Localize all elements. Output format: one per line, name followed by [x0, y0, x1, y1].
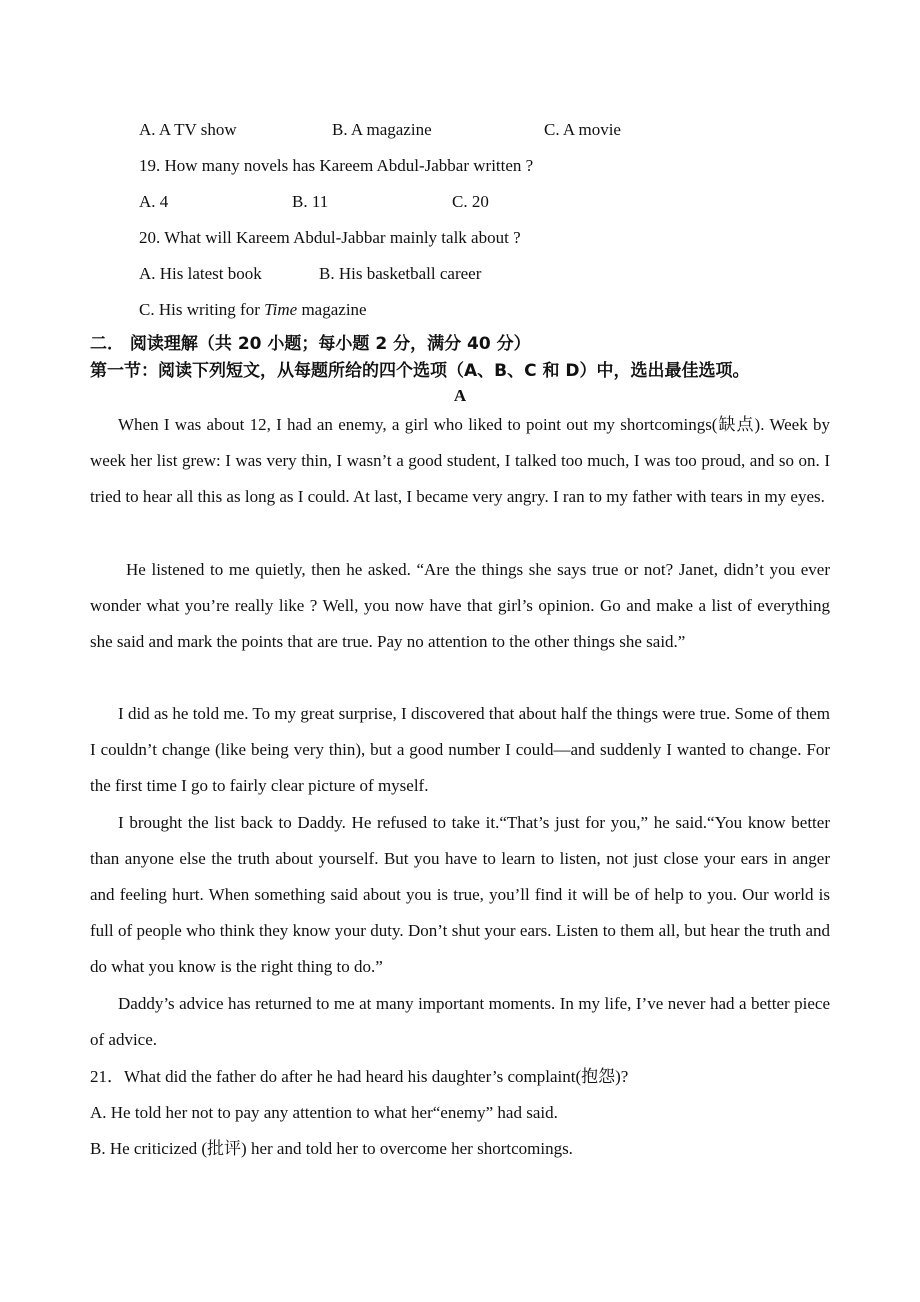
q20-option-c [139, 299, 367, 321]
q18-option-b: B. A magazine [332, 120, 432, 139]
q20-option-c-suffix: magazine [297, 300, 367, 319]
q20-option-b: B. His basketball career [319, 264, 482, 283]
passage-paragraph-5: Daddy’s advice has returned to me at many important moments. In my life, I’ve never had a better piece of advice. [90, 994, 830, 1049]
q20-stem: 20. What will Kareem Abdul-Jabbar mainly talk about ? [139, 228, 521, 247]
q19-option-a: A. 4 [139, 192, 169, 211]
q18-option-c: C. A movie [544, 120, 621, 139]
q18-option-a: A. A TV show [139, 120, 237, 139]
q21-stem: 21．What did the father do after he had heard his daughter’s complaint(抱怨)? [90, 1067, 629, 1086]
q20-option-c-italic: Time [264, 300, 298, 319]
passage-paragraph-1: When I was about 12, I had an enemy, a girl who liked to point out my shortcomings(缺点). Week by week her list grew: I was very thin, I wasn’t a good student, I talked too much, I was too proud, and so on. I tried to hear all this as long as I could. At last, I became very angry. I ran to my father with tears in my eyes. [90, 415, 830, 506]
q20-option-c-prefix: C. His writing for [139, 300, 265, 319]
q21-option-a: A. He told her not to pay any attention to what her“enemy” had said. [90, 1103, 558, 1122]
q19-option-b: B. 11 [292, 192, 329, 211]
q19-option-c: C. 20 [452, 192, 489, 211]
section-2-part-1: 第一节：阅读下列短文，从每题所给的四个选项（A、B、C 和 D）中，选出最佳选项。 [90, 361, 750, 381]
q19-stem: 19. How many novels has Kareem Abdul-Jabbar written ? [139, 156, 534, 175]
passage-paragraph-4: I brought the list back to Daddy. He refused to take it.“That’s just for you,” he said.“You know better than anyone else the truth about yourself. But you have to learn to listen, not just close your ears in anger and feeling hurt. When something said about you is true, you’ll find it will be of help to you. Our world is full of people who think they know your duty. Don’t shut your ears. Listen to them all, but hear the truth and do what you know is the right thing to do.” [90, 813, 830, 976]
q21-option-b: B. He criticized (批评) her and told her to overcome her shortcomings. [90, 1139, 573, 1158]
q20-option-a: A. His latest book [139, 264, 262, 283]
passage-paragraph-3: I did as he told me. To my great surprise, I discovered that about half the things were true. Some of them I couldn’t change (like being very thin), but a good number I could—and suddenly I wanted to change. For the first time I go to fairly clear picture of myself. [90, 704, 830, 795]
passage-paragraph-2: He listened to me quietly, then he asked. “Are the things she says true or not? Janet, didn’t you ever wonder what you’re really like ? Well, you now have that girl’s opinion. Go and make a list of everything she said and mark the points that are true. Pay no attention to the other things she said.” [90, 560, 830, 651]
section-2-title: 二． 阅读理解（共 20 小题；每小题 2 分，满分 40 分） [90, 334, 531, 354]
passage-label: A [453, 386, 467, 405]
